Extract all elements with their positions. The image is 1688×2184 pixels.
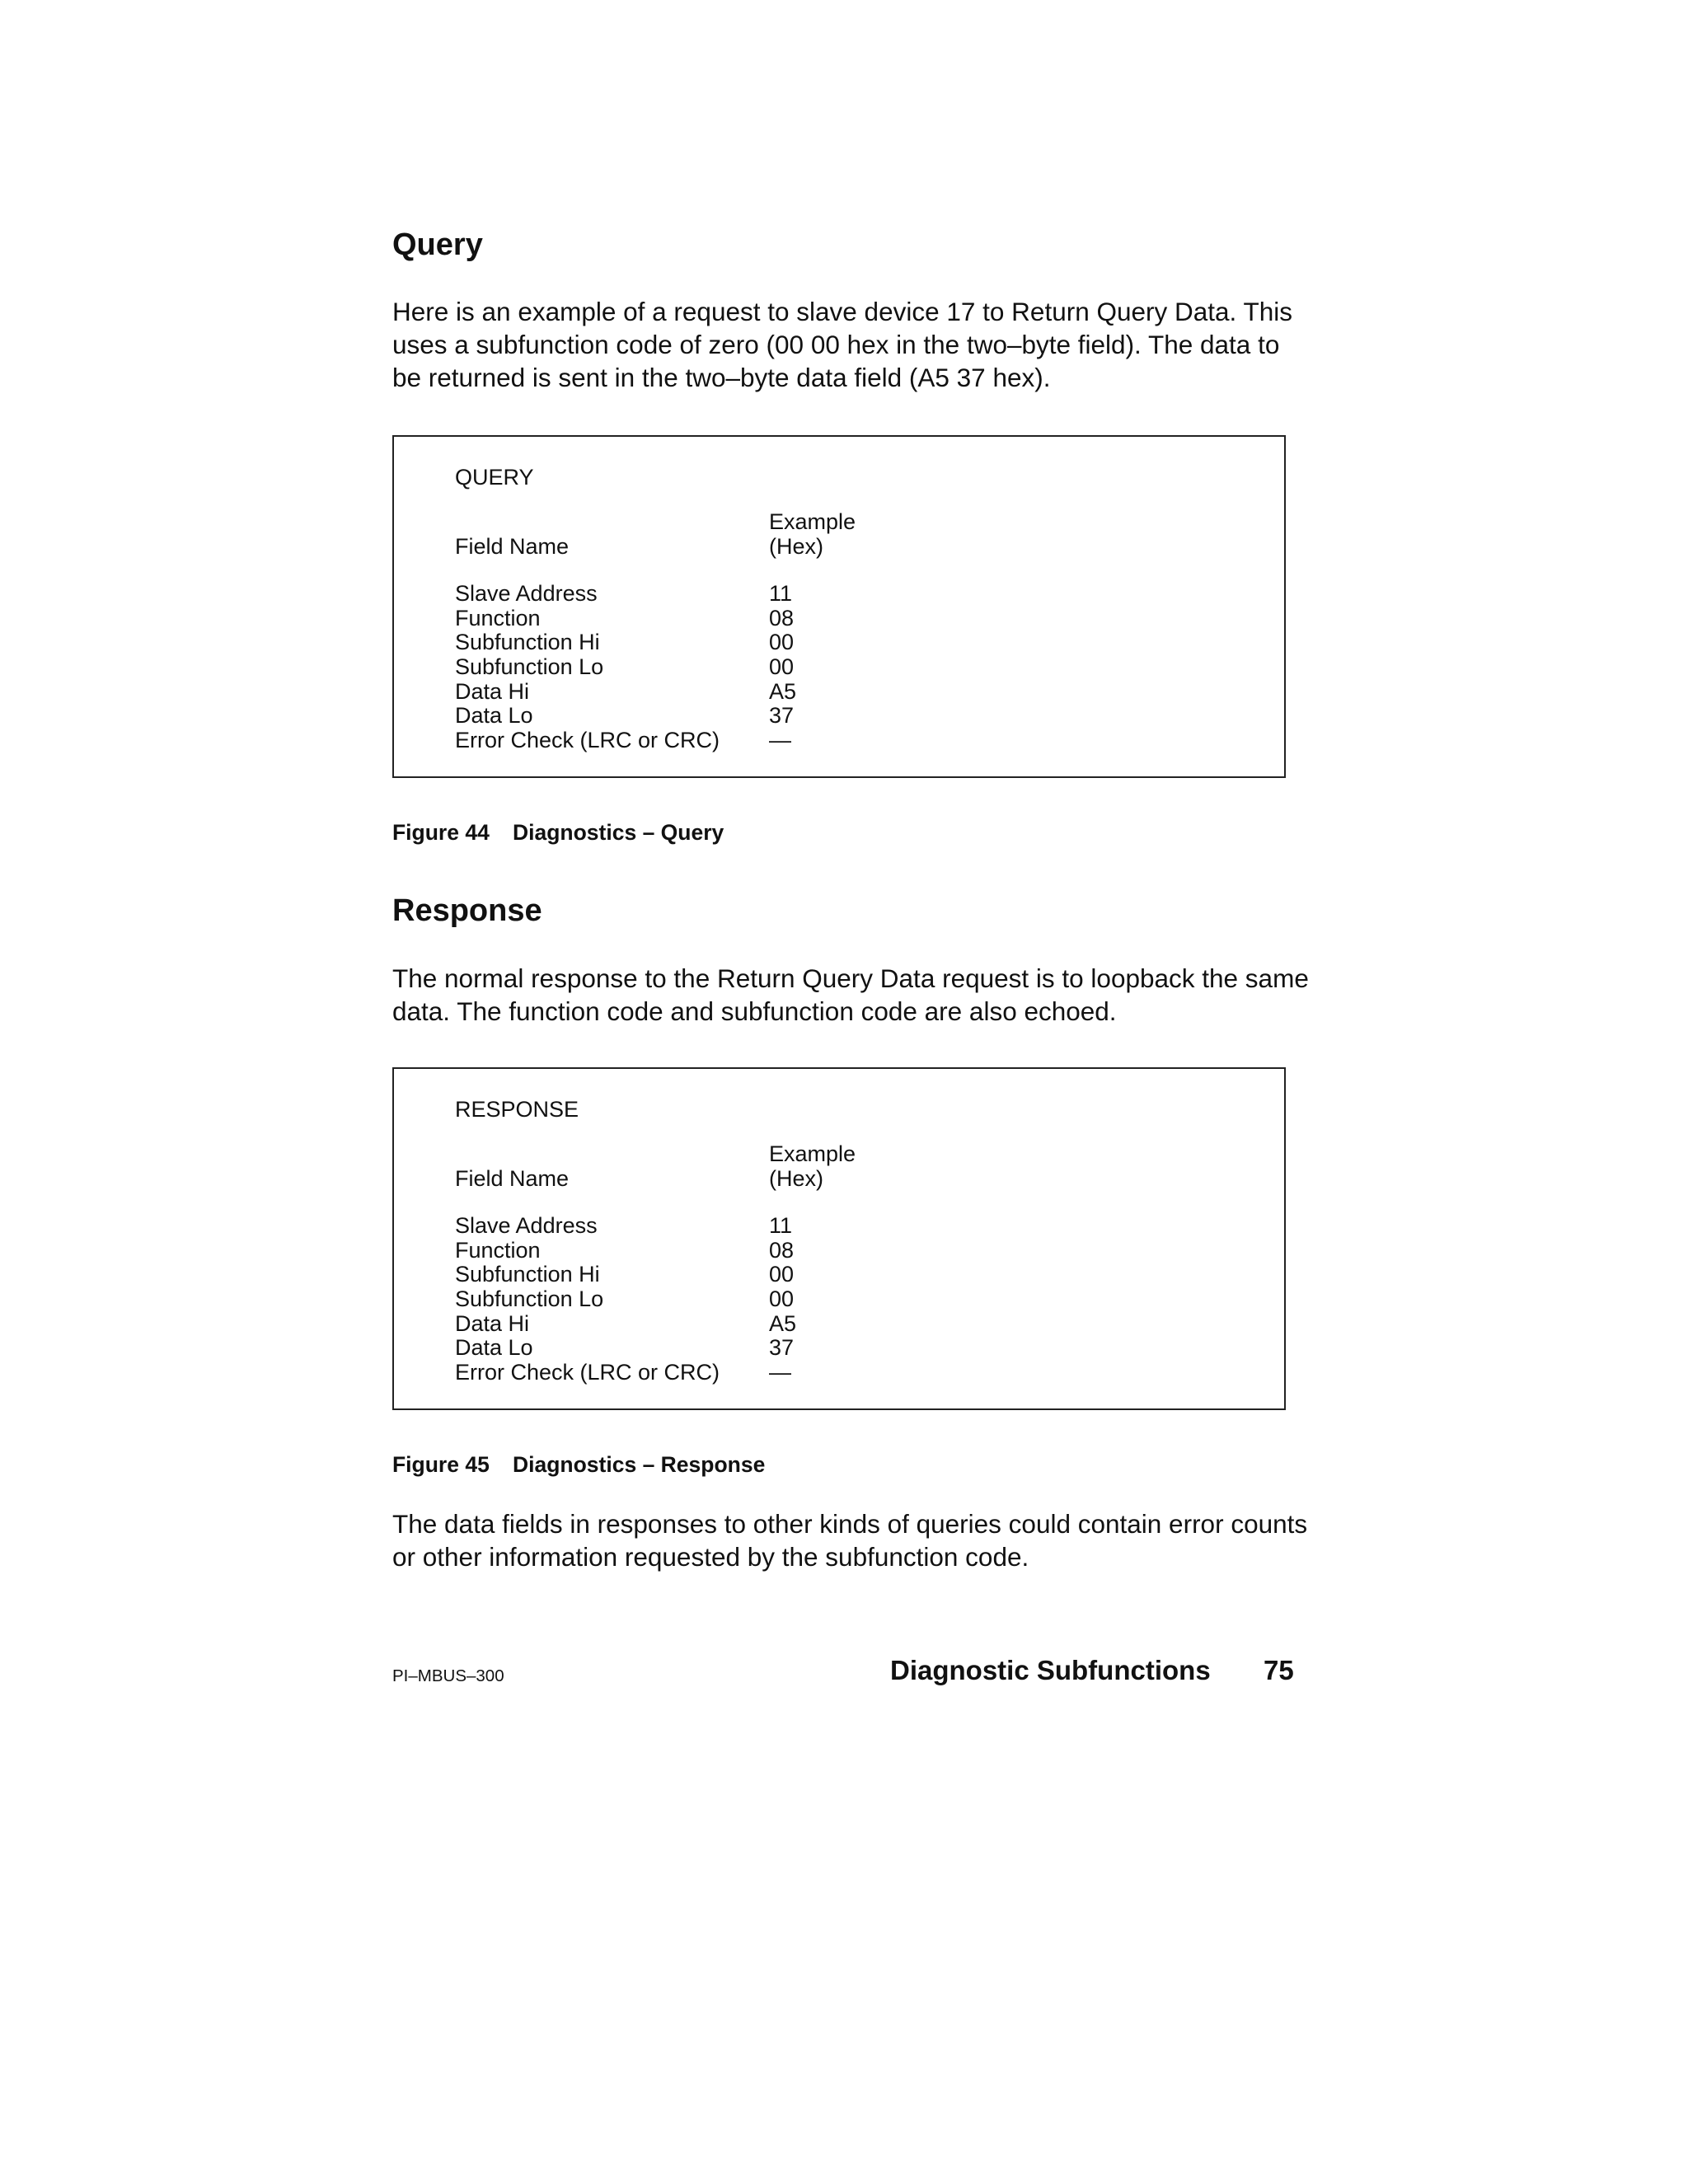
response-row bbox=[455, 1239, 796, 1263]
response-field-name: Subfunction Hi bbox=[455, 1262, 600, 1287]
query-frame-title: QUERY bbox=[455, 465, 534, 490]
query-field-value: 37 bbox=[769, 703, 795, 729]
response-row bbox=[455, 1312, 796, 1337]
query-example-header-line1: Example bbox=[769, 509, 856, 534]
response-field-value: 08 bbox=[769, 1237, 795, 1263]
response-figure-number: Figure 45 bbox=[392, 1452, 490, 1477]
query-row bbox=[455, 582, 796, 607]
query-field-name: Function bbox=[455, 605, 541, 630]
response-frame-title: RESPONSE bbox=[455, 1097, 579, 1122]
query-field-value: 11 bbox=[769, 581, 793, 606]
response-field-value: 00 bbox=[769, 1286, 795, 1312]
query-field-name: Slave Address bbox=[455, 581, 598, 606]
query-figure-title: Diagnostics – Query bbox=[513, 820, 724, 845]
query-example-header-line2: (Hex) bbox=[769, 534, 823, 559]
query-row bbox=[455, 655, 796, 680]
query-field-name: Subfunction Lo bbox=[455, 654, 604, 680]
response-row bbox=[455, 1287, 796, 1312]
query-field-value: 08 bbox=[769, 605, 795, 630]
query-row bbox=[455, 607, 796, 631]
response-paragraph: The normal response to the Return Query Data request is to loopback the same data. The function code and subfunction code are also echoed. bbox=[392, 963, 1309, 1026]
query-field-name-header: Field Name bbox=[455, 534, 570, 559]
response-row bbox=[455, 1214, 796, 1239]
query-field-value: 00 bbox=[769, 654, 795, 680]
response-field-name: Slave Address bbox=[455, 1213, 598, 1238]
response-heading: Response bbox=[392, 893, 542, 928]
response-field-name-header: Field Name bbox=[455, 1166, 570, 1191]
query-field-list bbox=[455, 582, 796, 753]
footer-doc-id: PI–MBUS–300 bbox=[392, 1666, 504, 1685]
query-field-name: Data Lo bbox=[455, 703, 533, 729]
query-field-name: Error Check (LRC or CRC) bbox=[455, 728, 720, 753]
response-row bbox=[455, 1263, 796, 1287]
response-field-name: Subfunction Lo bbox=[455, 1286, 604, 1312]
response-field-name: Error Check (LRC or CRC) bbox=[455, 1360, 720, 1385]
response-row bbox=[455, 1361, 796, 1385]
response-figure-caption bbox=[392, 1452, 765, 1477]
query-field-name: Data Hi bbox=[455, 678, 530, 704]
response-field-value: A5 bbox=[769, 1310, 797, 1336]
response-field-value: — bbox=[769, 1360, 791, 1385]
response-field-list bbox=[455, 1214, 796, 1385]
query-row bbox=[455, 630, 796, 655]
query-field-name: Subfunction Hi bbox=[455, 630, 600, 655]
query-field-value: — bbox=[769, 728, 791, 753]
closing-paragraph: The data fields in responses to other kinds of queries could contain error counts or other information requested by the subfunction code. bbox=[392, 1509, 1308, 1572]
footer-section-title: Diagnostic Subfunctions bbox=[890, 1655, 1211, 1685]
query-figure-number: Figure 44 bbox=[392, 820, 490, 845]
response-example-header-line1: Example bbox=[769, 1141, 856, 1166]
response-field-name: Data Lo bbox=[455, 1335, 533, 1361]
query-row bbox=[455, 704, 796, 729]
query-frame bbox=[392, 435, 1286, 778]
response-field-name: Function bbox=[455, 1237, 541, 1263]
footer-page-number: 75 bbox=[1264, 1655, 1294, 1685]
query-row bbox=[455, 729, 796, 753]
query-field-value: 00 bbox=[769, 630, 795, 655]
response-figure-title: Diagnostics – Response bbox=[513, 1452, 766, 1477]
response-field-value: 11 bbox=[769, 1213, 793, 1238]
query-row bbox=[455, 680, 796, 705]
response-example-header-line2: (Hex) bbox=[769, 1166, 823, 1191]
query-figure-caption bbox=[392, 820, 724, 845]
response-frame bbox=[392, 1067, 1286, 1410]
response-field-value: 00 bbox=[769, 1262, 795, 1287]
response-row bbox=[455, 1336, 796, 1361]
query-heading: Query bbox=[392, 227, 483, 262]
query-field-value: A5 bbox=[769, 678, 797, 704]
response-field-name: Data Hi bbox=[455, 1310, 530, 1336]
response-field-value: 37 bbox=[769, 1335, 795, 1361]
query-paragraph: Here is an example of a request to slave device 17 to Return Query Data. This uses a subfunction code of zero (00 00 hex in the two–byte field). The data to be returned is sent in the two–byte data field (A5 37 hex). bbox=[392, 297, 1292, 392]
